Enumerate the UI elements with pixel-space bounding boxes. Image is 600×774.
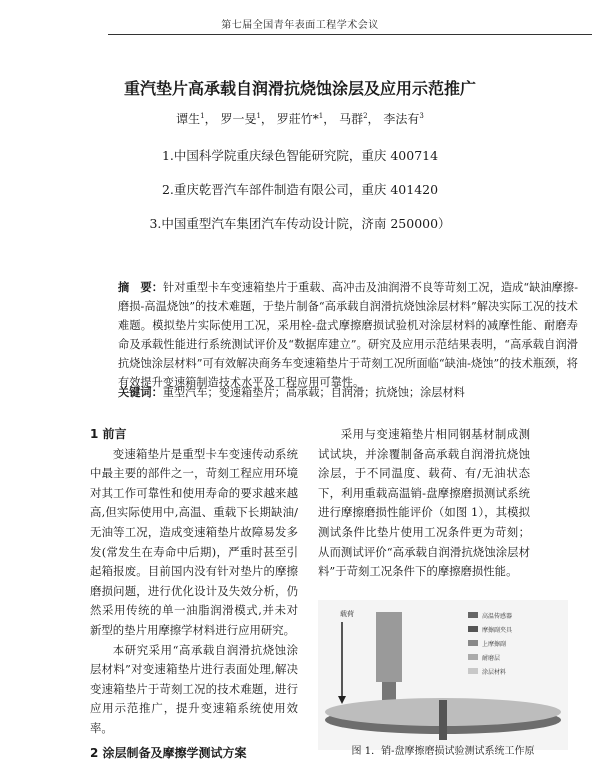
author-list: 谭生$^1$， 罗一旻$^1$， 罗莊竹*$^1$， 马群$^2$， 李法有$^3$ (176, 112, 424, 126)
paper-title: 重汽垫片高承载自润滑抗烧蚀涂层及应用示范推广 (123, 79, 476, 98)
legend-swatch (468, 654, 478, 660)
author-affiliation-mark: 1 (200, 112, 205, 120)
left-column (90, 425, 298, 739)
section-heading-intro: 1 前言 (90, 427, 127, 441)
legend-item: 上摩擦副 (482, 641, 507, 648)
keywords-label: 关键词： (118, 386, 163, 399)
abstract-label: 摘 要： (118, 281, 164, 294)
author-affiliation-mark: 2 (363, 112, 368, 120)
legend-item: 摩擦副夹具 (482, 627, 513, 634)
author: 李法有 (383, 112, 420, 126)
intro-paragraph-2: 本研究采用“高承载自润滑抗烧蚀涂层材料”对变速箱垫片进行表面处理,解决变速箱垫片于苛刻工况的技术难题，进行应用示范推广，提升变速箱系统使用效率。 (90, 642, 298, 735)
keywords-text: 重型汽车；变速箱垫片；高承载；自润滑；抗烧蚀；涂层材料 (162, 386, 465, 399)
legend-swatch (468, 626, 478, 632)
legend-item: 高温传感器 (482, 613, 513, 620)
test-method-paragraph: 采用与变速箱垫片相同钢基材制成测试试块，并涂覆制备高承载自润滑抗烧蚀涂层，于不同温度、载荷、有/无油状态下，利用重载高温销-盘摩擦磨损测试系统进行摩擦磨损性能评价（如图 1），其模拟测试条件比垫片使用工况条件更为苛刻；从而测试评价“高承载自润滑抗烧蚀涂层材料”于苛刻工况条件下的摩擦磨损性能。 (318, 427, 530, 579)
author-affiliation-mark: 1 (256, 112, 261, 120)
abstract (118, 278, 578, 392)
pin-holder (376, 612, 402, 682)
header-rule (108, 34, 592, 35)
figure-1-caption: 图 1．销-盘摩擦磨损试验测试系统工作原 (351, 746, 535, 757)
author: 马群 (339, 112, 364, 126)
running-header: 第七届全国青年表面工程学术会议 (221, 20, 379, 31)
disk-shaft (439, 700, 447, 740)
affiliation-2: 2.重庆乾晋汽车部件制造有限公司，重庆 401420 (161, 182, 439, 197)
keywords (118, 384, 578, 400)
load-label: 载荷 (340, 610, 354, 618)
author: 罗一旻 (220, 112, 257, 126)
legend-swatch (468, 612, 478, 618)
intro-paragraph-1: 变速箱垫片是重型卡车变速传动系统中最主要的部件之一，苛刻工程应用环境对其工作可靠性和使用寿命的要求越来越高,但实际使用中,高温、重载下长期缺油/无油等工况，造成变速箱垫片故障易发多发(常发生在寿命中后期)，严重时甚至引起箱报废。目前国内没有针对垫片的摩擦磨损问题，进行优化设计及失效分析，仍然采用传统的单一油脂润滑模式,并未对新型的垫片用摩擦学材料进行应用研究。 (90, 446, 298, 637)
author: 谭生 (176, 112, 201, 126)
legend-swatch (468, 668, 478, 674)
affiliation-3: 3.中国重型汽车集团汽车传动设计院，济南 250000） (149, 216, 451, 231)
author-affiliation-mark: 3 (419, 112, 424, 120)
author: 罗莊竹* (276, 112, 319, 126)
section-heading-2: 2 涂层制备及摩擦学测试方案 (90, 746, 247, 760)
legend-swatch (468, 640, 478, 646)
legend-item: 耐磨层 (482, 655, 501, 662)
author-affiliation-mark: 1 (318, 112, 324, 120)
affiliation-1: 1.中国科学院重庆绿色智能研究院，重庆 400714 (161, 148, 439, 163)
right-column (318, 425, 530, 582)
figure-1-diagram (318, 600, 568, 750)
legend-item: 涂层材料 (482, 669, 507, 676)
abstract-text: 针对重型卡车变速箱垫片于重载、高冲击及油润滑不良等苛刻工况，造成“缺油摩擦-磨损-高温烧蚀”的技术难题，于垫片制备“高承载自润滑抗烧蚀涂层材料”解决实际工况的技术难题。模拟垫片实际使用工况，采用栓-盘式摩擦磨损试验机对涂层材料的减摩性能、耐磨寿命及承载性能进行系统测试评价及“数据库建立”。研究及应用示范结果表明，“高承载自润滑抗烧蚀涂层材料”可有效解决商务车变速箱垫片于苛刻工况所面临“缺油-烧蚀”的技术瓶颈，将有效提升变速箱制造技术水平及工程应用可靠性。 (118, 281, 578, 389)
